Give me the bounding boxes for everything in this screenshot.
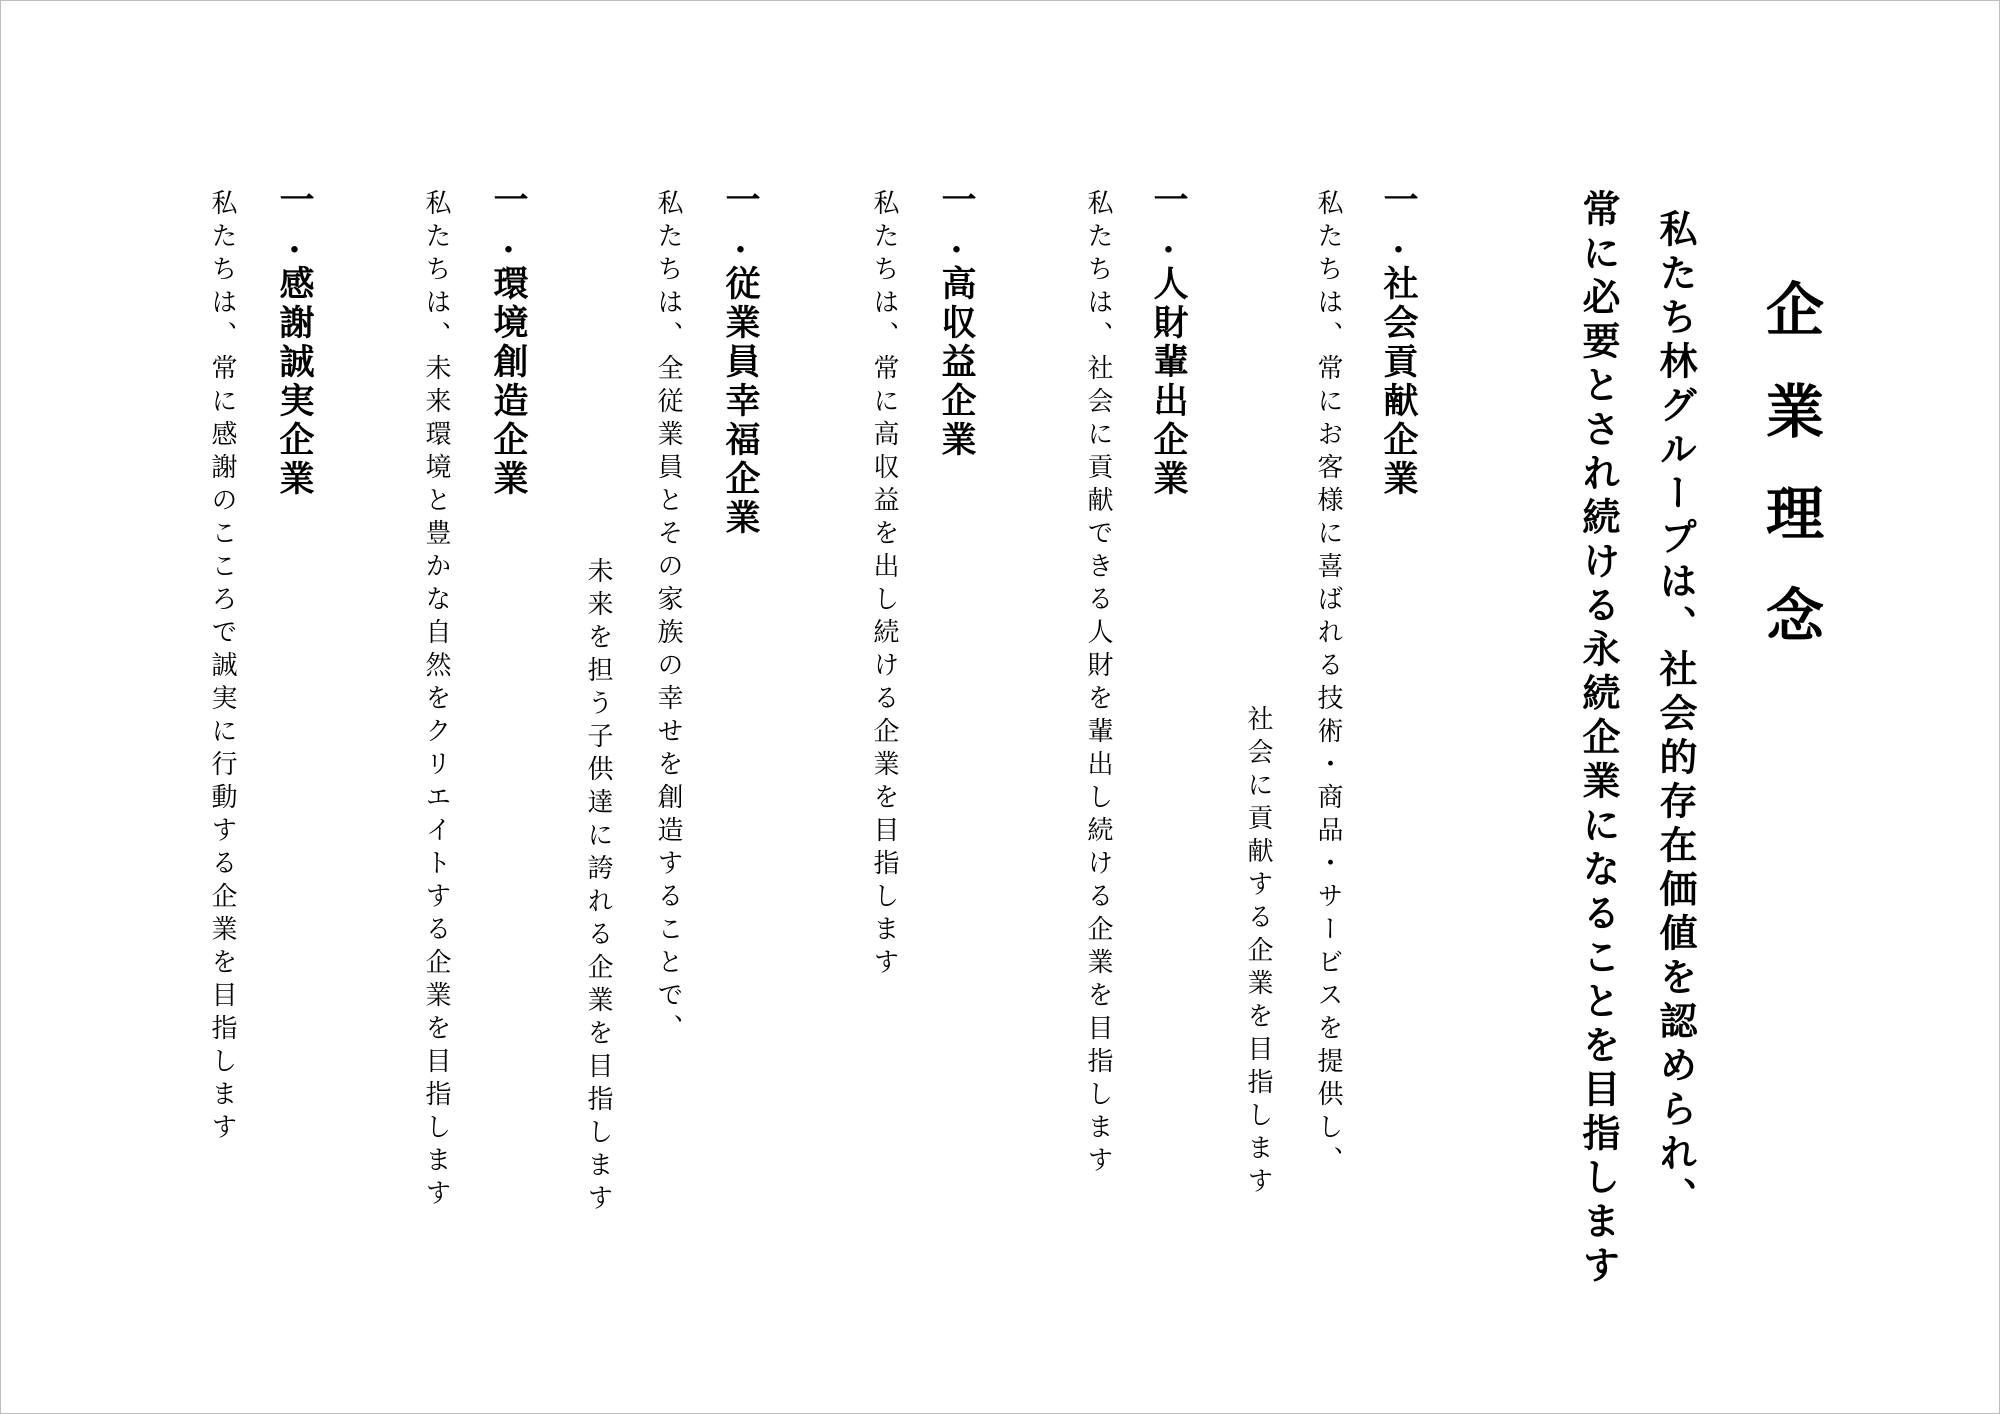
principle-4-heading: 一.従業員幸福企業	[720, 181, 761, 538]
principle-6-line-1: 私たちは、常に感謝のこころで誠実に行動する企業を目指します	[207, 189, 237, 1146]
intro-line-1: 私たち林グループは、社会的存在価値を認められ、	[1653, 209, 1698, 1221]
principle-1-heading: 一.社会貢献企業	[1378, 181, 1419, 499]
document-title: 企業理念	[1756, 279, 1824, 687]
intro-line-2: 常に必要とされ続ける永続企業になることを目指します	[1576, 189, 1621, 1289]
principle-1-line-2: 社会に貢献する企業を目指します	[1243, 705, 1273, 1200]
principle-5-line-1: 私たちは、未来環境と豊かな自然をクリエイトする企業を目指します	[421, 189, 451, 1212]
principle-1-line-1: 私たちは、常にお客様に喜ばれる技術・商品・サービスを提供し、	[1313, 189, 1343, 1179]
principle-6-heading: 一.感謝誠実企業	[274, 181, 315, 499]
principle-3-heading: 一.高収益企業	[936, 181, 977, 460]
principle-2-heading: 一.人財輩出企業	[1148, 181, 1189, 499]
principle-4-line-1: 私たちは、全従業員とその家族の幸せを創造することで、	[653, 189, 683, 1047]
principle-2-line-1: 私たちは、社会に貢献できる人財を輩出し続ける企業を目指します	[1083, 189, 1113, 1179]
principle-3-line-1: 私たちは、常に高収益を出し続ける企業を目指します	[869, 189, 899, 981]
principle-4-line-2: 未来を担う子供達に誇れる企業を目指します	[583, 557, 613, 1217]
principle-5-heading: 一.環境創造企業	[488, 181, 529, 499]
